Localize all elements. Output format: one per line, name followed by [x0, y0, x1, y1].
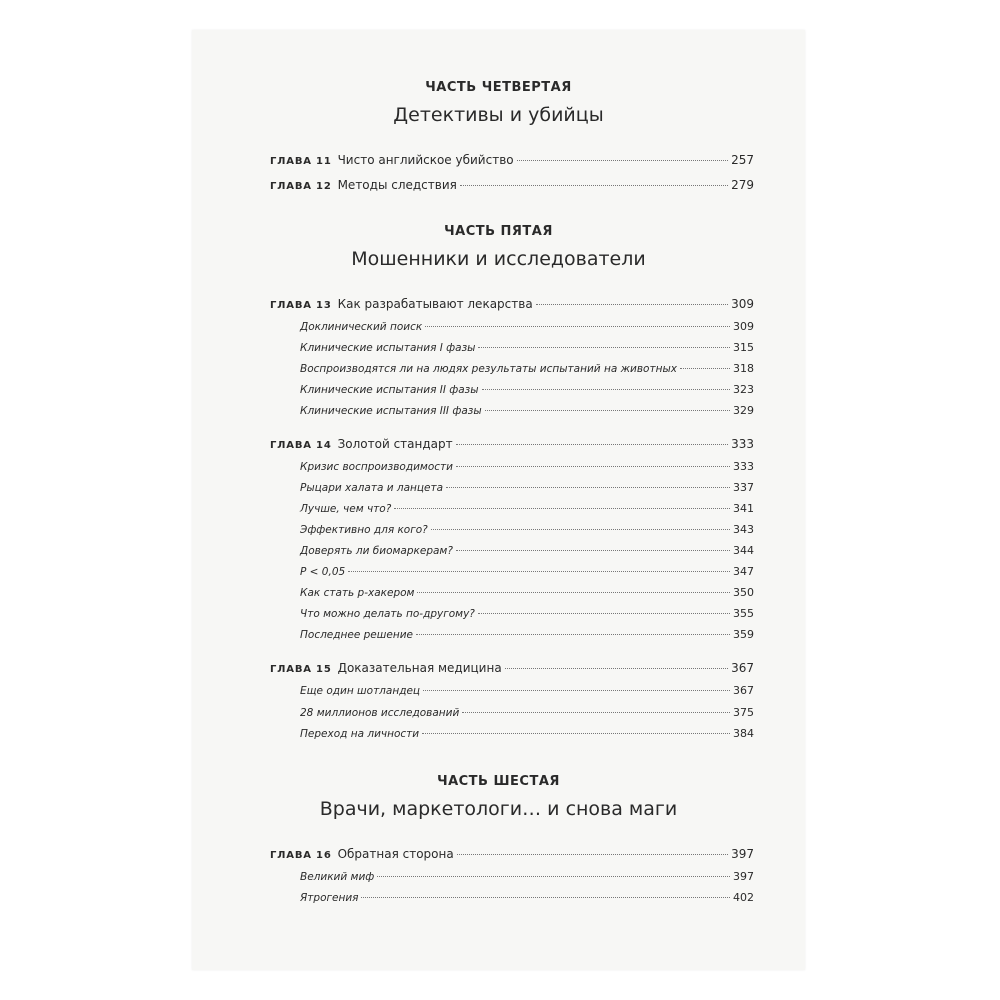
section-title: Рыцари халата и ланцета [300, 482, 444, 494]
toc-chapter-row[interactable] [270, 152, 754, 168]
page-number: 309 [731, 297, 754, 311]
page-number: 341 [733, 502, 754, 515]
toc-section-row[interactable] [300, 403, 754, 419]
dot-leader [478, 347, 730, 348]
dot-leader [361, 897, 730, 898]
section-title: Доклинический поиск [300, 321, 423, 333]
toc-section-row[interactable] [300, 382, 754, 398]
toc-section-row[interactable] [300, 627, 754, 643]
chapter-label: ГЛАВА 12 [270, 181, 332, 192]
part-title: Мошенники и исследователи [351, 248, 646, 270]
page-number: 367 [733, 684, 754, 697]
section-title: Воспроизводятся ли на людях результаты испытаний на животных [300, 363, 677, 375]
dot-leader [416, 634, 730, 635]
part-heading [192, 224, 805, 270]
dot-leader [425, 326, 730, 327]
toc-section-row[interactable] [300, 869, 754, 885]
section-title: Доверять ли биомаркерам? [300, 545, 453, 557]
chapter-label: ГЛАВА 16 [270, 850, 332, 861]
section-title: Последнее решение [300, 629, 413, 641]
page-number: 323 [733, 383, 754, 396]
toc-chapter-row[interactable] [270, 846, 754, 862]
chapter-title: Методы следствия [337, 178, 457, 192]
page-number: 344 [733, 544, 754, 557]
page-number: 347 [733, 565, 754, 578]
toc-section-row[interactable] [300, 705, 754, 721]
page-number: 350 [733, 586, 754, 599]
toc-section-row[interactable] [300, 340, 754, 356]
dot-leader [505, 668, 728, 669]
part-label: ЧАСТЬ ПЯТАЯ [444, 224, 553, 239]
page-number: 279 [731, 178, 754, 192]
page-number: 367 [731, 661, 754, 675]
section-title: Как стать p-хакером [300, 587, 415, 599]
part-title: Врачи, маркетологи… и снова маги [319, 798, 678, 820]
book-page [192, 30, 805, 970]
toc-section-row[interactable] [300, 522, 754, 538]
dot-leader [456, 550, 730, 551]
section-title: Эффективно для кого? [300, 524, 428, 536]
page-number: 315 [733, 341, 754, 354]
page-number: 355 [733, 607, 754, 620]
section-title: P < 0,05 [300, 566, 346, 578]
section-title: Переход на личности [300, 728, 420, 740]
chapter-title: Золотой стандарт [337, 437, 453, 451]
dot-leader [536, 304, 728, 305]
section-title: Клинические испытания II фазы [300, 384, 479, 396]
toc-section-row[interactable] [300, 459, 754, 475]
page-number: 333 [733, 460, 754, 473]
dot-leader [462, 712, 730, 713]
dot-leader [377, 876, 730, 877]
page-number: 397 [731, 847, 754, 861]
page-number: 343 [733, 523, 754, 536]
toc-chapter-row[interactable] [270, 660, 754, 676]
section-title: Ятрогения [300, 892, 359, 904]
page-number: 402 [733, 891, 754, 904]
toc-chapter-row[interactable] [270, 177, 754, 193]
toc-section-row[interactable] [300, 683, 754, 699]
dot-leader [456, 466, 730, 467]
page-number: 318 [733, 362, 754, 375]
dot-leader [422, 733, 730, 734]
toc-chapter-row[interactable] [270, 436, 754, 452]
chapter-label: ГЛАВА 13 [270, 300, 332, 311]
dot-leader [457, 854, 728, 855]
page-number: 397 [733, 870, 754, 883]
page-number: 375 [733, 706, 754, 719]
page-number: 384 [733, 727, 754, 740]
dot-leader [431, 529, 730, 530]
page-number: 309 [733, 320, 754, 333]
section-title: Лучше, чем что? [300, 503, 392, 515]
part-heading [192, 80, 805, 126]
dot-leader [485, 410, 730, 411]
dot-leader [478, 613, 730, 614]
toc-section-row[interactable] [300, 585, 754, 601]
toc-section-row[interactable] [300, 501, 754, 517]
chapter-title: Доказательная медицина [337, 661, 502, 675]
section-title: Кризис воспроизводимости [300, 461, 453, 473]
toc-section-row[interactable] [300, 606, 754, 622]
dot-leader [348, 571, 730, 572]
page-number: 329 [733, 404, 754, 417]
page-number: 359 [733, 628, 754, 641]
dot-leader [460, 185, 728, 186]
toc-section-row[interactable] [300, 564, 754, 580]
chapter-label: ГЛАВА 14 [270, 440, 332, 451]
page-number: 337 [733, 481, 754, 494]
section-title: Что можно делать по-другому? [300, 608, 475, 620]
dot-leader [456, 444, 728, 445]
dot-leader [482, 389, 730, 390]
chapter-label: ГЛАВА 11 [270, 156, 332, 167]
toc-section-row[interactable] [300, 543, 754, 559]
chapter-label: ГЛАВА 15 [270, 664, 332, 675]
section-title: Клинические испытания III фазы [300, 405, 482, 417]
part-label: ЧАСТЬ ЧЕТВЕРТАЯ [425, 80, 572, 95]
dot-leader [417, 592, 730, 593]
section-title: 28 миллионов исследований [300, 707, 460, 719]
toc-section-row[interactable] [300, 480, 754, 496]
chapter-title: Чисто английское убийство [337, 153, 514, 167]
section-title: Клинические испытания I фазы [300, 342, 476, 354]
toc-section-row[interactable] [300, 319, 754, 335]
part-label: ЧАСТЬ ШЕСТАЯ [437, 774, 560, 789]
dot-leader [446, 487, 730, 488]
dot-leader [680, 368, 730, 369]
section-title: Великий миф [300, 871, 375, 883]
dot-leader [394, 508, 730, 509]
chapter-title: Обратная сторона [337, 847, 454, 861]
toc-section-row[interactable] [300, 361, 754, 377]
toc-chapter-row[interactable] [270, 296, 754, 312]
page-number: 333 [731, 437, 754, 451]
toc-section-row[interactable] [300, 890, 754, 906]
dot-leader [517, 160, 728, 161]
section-title: Еще один шотландец [300, 685, 421, 697]
part-heading [192, 774, 805, 820]
toc-section-row[interactable] [300, 726, 754, 742]
chapter-title: Как разрабатывают лекарства [337, 297, 533, 311]
part-title: Детективы и убийцы [393, 104, 604, 126]
page-number: 257 [731, 153, 754, 167]
dot-leader [423, 690, 730, 691]
